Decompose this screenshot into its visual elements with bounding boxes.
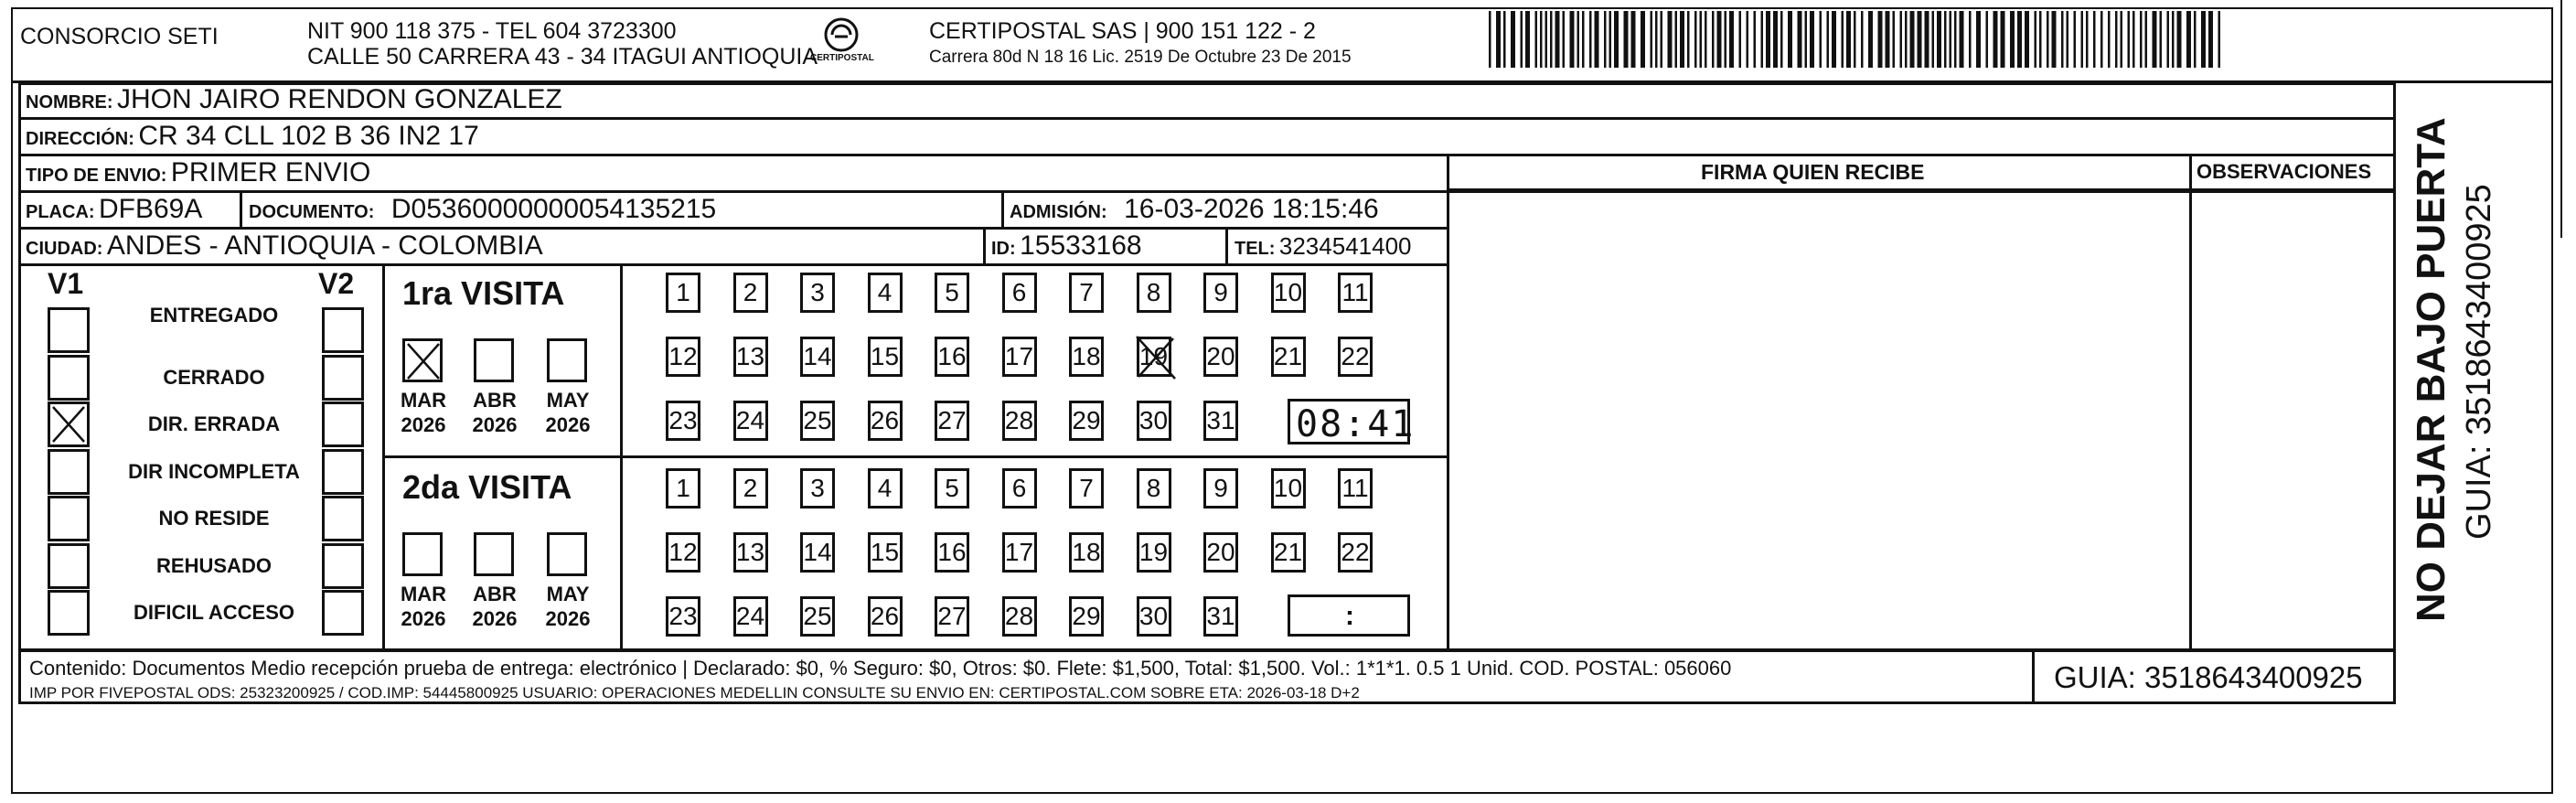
barcode-bar [1641, 11, 1645, 68]
barcode-bar [2140, 11, 2143, 68]
barcode-bar [1805, 11, 1808, 68]
barcode-bar [1905, 11, 1908, 68]
barcode-bar [2067, 11, 2069, 68]
barcode-bar [1993, 11, 1998, 68]
visit1-time-box[interactable] [1288, 399, 1416, 445]
placa-field [26, 194, 202, 225]
month-name: MAR [400, 583, 447, 605]
day-box[interactable]: 2 [733, 468, 768, 509]
month-name: MAY [546, 583, 590, 605]
v1-checkbox[interactable] [48, 590, 90, 636]
day-box[interactable]: 6 [1002, 273, 1037, 313]
barcode-bar [1614, 11, 1619, 68]
barcode-bar [1729, 11, 1734, 68]
tel-label: TEL: [1235, 239, 1276, 259]
month-name: ABR [473, 583, 517, 605]
v2-label: V2 [318, 267, 355, 300]
barcode-bar [1910, 11, 1915, 68]
v1-label: V1 [48, 267, 84, 300]
barcode-bar [1570, 11, 1575, 68]
barcode-bar [1595, 11, 1599, 68]
barcode-bar [1687, 11, 1690, 68]
barcode-bar [1832, 11, 1836, 68]
placa-label: PLACA: [26, 202, 95, 222]
status-label: DIR. ERRADA [147, 412, 281, 435]
tel-value: 3234541400 [1278, 232, 1412, 260]
barcode-bar [2194, 11, 2197, 68]
row-line-1 [18, 117, 2396, 120]
day-box[interactable]: 12 [666, 532, 700, 573]
x-mark-icon [405, 341, 442, 381]
v1-checkbox[interactable] [48, 402, 90, 447]
status-label: NO RESIDE [158, 507, 270, 530]
ciudad-field [26, 230, 543, 262]
day-box[interactable]: 10 [1271, 468, 1306, 509]
day-box[interactable]: 5 [935, 273, 969, 313]
barcode-bar [1582, 11, 1585, 68]
day-box[interactable]: 22 [1338, 532, 1373, 573]
barcode-bar [1846, 11, 1851, 68]
day-box[interactable]: 31 [1203, 401, 1238, 441]
barcode-bar [1651, 11, 1653, 68]
documento-value: D05360000000054135215 [390, 194, 717, 224]
barcode-bar [1861, 11, 1864, 68]
day-box[interactable]: 15 [868, 532, 903, 573]
v2-checkbox[interactable] [322, 496, 364, 541]
barcode-bar [1535, 11, 1538, 68]
direccion-value: CR 34 CLL 102 B 36 IN2 17 [138, 121, 479, 151]
admision-label: ADMISIÓN: [1010, 202, 1107, 222]
month-label [536, 582, 600, 631]
day-box[interactable]: 26 [868, 596, 903, 637]
barcode-bar [1739, 11, 1742, 68]
barcode-bar [1540, 11, 1543, 68]
barcode-bar [1960, 11, 1964, 68]
id-field [991, 230, 1142, 262]
barcode-bar [1700, 11, 1703, 68]
day-strike-icon [1133, 331, 1181, 382]
barcode-bar [1780, 11, 1783, 68]
month-year: 2026 [545, 607, 591, 630]
admision-value: 16-03-2026 18:15:46 [1124, 194, 1379, 224]
v2-checkbox[interactable] [322, 449, 364, 495]
barcode-bar [2035, 11, 2037, 68]
day-box[interactable]: 6 [1002, 468, 1037, 509]
v1-checkbox[interactable] [48, 307, 90, 353]
month-checkbox[interactable] [547, 338, 587, 382]
barcode-bar [1854, 11, 1856, 68]
barcode-bar [1886, 11, 1890, 68]
month-name: MAR [400, 389, 447, 412]
barcode-bar [1489, 11, 1491, 68]
tipo-label: TIPO DE ENVIO: [26, 166, 167, 186]
barcode-bar [1747, 11, 1749, 68]
visit-divider-h [382, 455, 1448, 458]
barcode-bar [1761, 11, 1764, 68]
day-box[interactable]: 2 [733, 273, 768, 313]
status-label: REHUSADO [156, 553, 272, 577]
direccion-field [26, 121, 479, 152]
day-box[interactable]: 20 [1203, 337, 1238, 377]
day-box[interactable]: 8 [1137, 273, 1171, 313]
day-box[interactable]: 28 [1002, 401, 1037, 441]
day-box[interactable]: 19 [1137, 337, 1171, 377]
barcode-bar [1878, 11, 1883, 68]
barcode-bar [1521, 11, 1523, 68]
visit2-time-box[interactable] [1288, 594, 1410, 637]
day-box[interactable]: 24 [733, 596, 768, 637]
day-box[interactable]: 22 [1338, 337, 1373, 377]
barcode-bar [1525, 11, 1530, 68]
v1-checkbox[interactable] [48, 496, 90, 541]
company-name: CONSORCIO SETI [20, 24, 219, 49]
barcode-bar [1503, 11, 1506, 68]
month-label [463, 582, 527, 631]
month-label [391, 388, 455, 437]
day-box[interactable]: 9 [1203, 273, 1238, 313]
page-edge-right [2560, 0, 2562, 238]
day-box[interactable]: 15 [868, 337, 903, 377]
nombre-value: JHON JAIRO RENDON GONZALEZ [117, 84, 562, 114]
barcode-bar [2167, 11, 2170, 68]
v2-checkbox[interactable] [322, 307, 364, 353]
day-box[interactable]: 23 [666, 596, 700, 637]
barcode-bar [2128, 11, 2131, 68]
barcode-bar [2115, 11, 2118, 68]
day-box[interactable]: 25 [800, 401, 835, 441]
visit2-title: 2da VISITA [402, 468, 572, 506]
day-box[interactable]: 16 [935, 337, 969, 377]
logo-text: CERTIPOSTAL [810, 53, 874, 63]
tipo-field [26, 157, 370, 188]
v2-checkbox[interactable] [322, 402, 364, 447]
barcode-bar [2121, 11, 2123, 68]
visit1-time: 08:41 [1296, 403, 1416, 445]
barcode-bar [1694, 11, 1697, 68]
barcode-bar [2074, 11, 2077, 68]
barcode-bar [2001, 11, 2005, 68]
day-box[interactable]: 3 [800, 273, 835, 313]
month-year: 2026 [472, 413, 518, 436]
carrier-line: CERTIPOSTAL SAS | 900 151 122 - 2 [929, 18, 1316, 44]
tel-field [1235, 232, 1412, 261]
month-checkbox[interactable] [474, 532, 514, 576]
barcode-bar [1655, 11, 1658, 68]
month-year: 2026 [472, 607, 518, 630]
tel-divider [1225, 227, 1228, 263]
row-line-2 [18, 154, 2396, 156]
barcode-bar [1842, 11, 1844, 68]
barcode-bar [1827, 11, 1830, 68]
no-dejar-bajo-puerta: NO DEJAR BAJO PUERTA [2409, 117, 2453, 622]
barcode-bar [1675, 11, 1678, 68]
status-label: DIR INCOMPLETA [128, 459, 300, 483]
barcode-bar [1944, 11, 1947, 68]
barcode-bar [2061, 11, 2064, 68]
placa-divider [240, 190, 242, 227]
barcode-bar [2177, 11, 2182, 68]
day-box[interactable]: 14 [800, 337, 835, 377]
day-box[interactable]: 5 [935, 468, 969, 509]
day-box[interactable]: 20 [1203, 532, 1238, 573]
barcode-bar [1925, 11, 1929, 68]
day-box[interactable]: 1 [666, 273, 700, 313]
barcode-bar [1798, 11, 1802, 68]
side-text [2409, 101, 2518, 622]
barcode-bar [1810, 11, 1814, 68]
barcode-bar [1496, 11, 1501, 68]
v1-checkbox[interactable] [48, 355, 90, 401]
status-label: DIFICIL ACCESO [133, 601, 294, 624]
day-box[interactable]: 8 [1137, 468, 1171, 509]
day-box[interactable]: 30 [1137, 401, 1171, 441]
month-year: 2026 [401, 413, 446, 436]
day-box[interactable]: 7 [1069, 468, 1104, 509]
day-box[interactable]: 19 [1137, 532, 1171, 573]
admision-field [1010, 194, 1379, 225]
barcode-icon [1489, 11, 2220, 68]
direccion-label: DIRECCIÓN: [26, 129, 134, 149]
barcode-bar [2208, 11, 2213, 68]
barcode-bar [2132, 11, 2135, 68]
barcode-bar [2108, 11, 2111, 68]
footer-contenido: Contenido: Documentos Medio recepción prueba de entrega: electrónico | Declarado: $0, % Seguro: $0, Otros: $0. Flete: $1,500, Total: $1,500. Vol.: 1*1*1. 0.5 1 Unid. COD. POSTAL: 056060 [29, 657, 1732, 680]
barcode-bar [1773, 11, 1778, 68]
month-name: ABR [473, 389, 517, 412]
barcode-bar [2186, 11, 2191, 68]
placa-value: DFB69A [99, 194, 203, 224]
barcode-bar [1717, 11, 1722, 68]
month-checkbox[interactable] [402, 338, 443, 382]
barcode-bar [1788, 11, 1792, 68]
barcode-bar [1511, 11, 1515, 68]
month-name: MAY [546, 389, 590, 412]
visit1-title: 1ra VISITA [402, 274, 565, 312]
barcode-bar [1604, 11, 1607, 68]
barcode-bar [1668, 11, 1673, 68]
footer-imp-line: IMP POR FIVEPOSTAL ODS: 25323200925 / COD.IMP: 54445800925 USUARIO: OPERACIONES MEDELLIN CONSULTE SU ENVIO EN: CERTIPOSTAL.COM SOBRE ETA: 2026-03-18 D+2 [29, 684, 1360, 701]
barcode-bar [1868, 11, 1873, 68]
nombre-label: NOMBRE: [26, 92, 113, 112]
barcode-bar [2160, 11, 2163, 68]
day-box[interactable]: 25 [800, 596, 835, 637]
barcode-bar [1986, 11, 1989, 68]
day-box[interactable]: 21 [1271, 337, 1306, 377]
footer-frame [18, 649, 2396, 704]
barcode-bar [1900, 11, 1903, 68]
tipo-value: PRIMER ENVIO [170, 157, 371, 187]
day-box[interactable]: 26 [868, 401, 903, 441]
status-label: CERRADO [163, 365, 265, 389]
barcode-bar [2100, 11, 2103, 68]
barcode-bar [1712, 11, 1715, 68]
v2-checkbox[interactable] [322, 590, 364, 636]
day-box[interactable]: 9 [1203, 468, 1238, 509]
barcode-bar [1932, 11, 1935, 68]
barcode-bar [1550, 11, 1553, 68]
day-box[interactable]: 13 [733, 337, 768, 377]
barcode-bar [1545, 11, 1548, 68]
barcode-bar [2039, 11, 2042, 68]
month-label [536, 388, 600, 437]
day-box[interactable]: 12 [666, 337, 700, 377]
day-box[interactable]: 14 [800, 532, 835, 573]
day-box[interactable]: 17 [1002, 337, 1037, 377]
barcode-bar [1609, 11, 1612, 68]
v2-checkbox[interactable] [322, 543, 364, 589]
barcode-bar [2017, 11, 2022, 68]
side-guia: GUIA: 3518643400925 [2460, 184, 2498, 540]
barcode-bar [1969, 11, 1972, 68]
barcode-bar [1631, 11, 1636, 68]
firma-header: FIRMA QUIEN RECIBE [1701, 160, 1925, 184]
barcode-bar [2052, 11, 2057, 68]
day-box[interactable]: 17 [1002, 532, 1037, 573]
day-box[interactable]: 24 [733, 401, 768, 441]
day-box[interactable]: 21 [1271, 532, 1306, 573]
barcode-bar [1976, 11, 1981, 68]
barcode-bar [2153, 11, 2157, 68]
barcode-bar [2025, 11, 2029, 68]
nit-line: NIT 900 118 375 - TEL 604 3723300 [307, 18, 677, 44]
id-label: ID: [991, 239, 1016, 259]
firma-header-bottom [1447, 188, 2396, 191]
barcode-bar [1589, 11, 1592, 68]
barcode-bar [1563, 11, 1566, 68]
month-label [391, 582, 455, 631]
barcode-bar [1954, 11, 1957, 68]
day-box[interactable]: 10 [1271, 273, 1306, 313]
barcode-bar [1624, 11, 1629, 68]
v1-checkbox[interactable] [48, 543, 90, 589]
barcode-bar [1766, 11, 1770, 68]
month-checkbox[interactable] [547, 532, 587, 576]
barcode-bar [1950, 11, 1952, 68]
ciudad-value: ANDES - ANTIOQUIA - COLOMBIA [106, 230, 543, 261]
barcode-bar [2201, 11, 2206, 68]
barcode-bar [2145, 11, 2148, 68]
barcode-bar [1754, 11, 1757, 68]
day-box[interactable]: 4 [868, 468, 903, 509]
firma-left-border [1447, 154, 1449, 651]
barcode-bar [2086, 11, 2089, 68]
v2-checkbox[interactable] [322, 355, 364, 401]
x-mark-icon [50, 404, 87, 444]
v1-checkbox[interactable] [48, 449, 90, 495]
barcode-bar [1918, 11, 1922, 68]
address-line: CALLE 50 CARRERA 43 - 34 ITAGUI ANTIOQUIA [307, 44, 818, 70]
ciudad-label: CIUDAD: [26, 239, 103, 259]
barcode-bar [2081, 11, 2084, 68]
obs-left-border [2189, 154, 2192, 651]
id-value: 15533168 [1020, 230, 1142, 261]
visit2-time: : [1345, 601, 1354, 631]
day-box[interactable]: 23 [666, 401, 700, 441]
month-year: 2026 [401, 607, 446, 630]
day-box[interactable]: 11 [1338, 273, 1373, 313]
day-box[interactable]: 4 [868, 273, 903, 313]
month-checkbox[interactable] [474, 338, 514, 382]
day-box[interactable]: 16 [935, 532, 969, 573]
barcode-bar [1937, 11, 1941, 68]
barcode-bar [1555, 11, 1560, 68]
day-box[interactable]: 13 [733, 532, 768, 573]
day-box[interactable]: 18 [1069, 532, 1104, 573]
footer-guia: GUIA: 3518643400925 [2054, 660, 2363, 694]
day-box[interactable]: 18 [1069, 337, 1104, 377]
admision-divider [1001, 190, 1004, 227]
month-checkbox[interactable] [402, 532, 443, 576]
barcode-bar [1893, 11, 1896, 68]
observaciones-header: OBSERVACIONES [2197, 160, 2372, 183]
barcode-bar [1661, 11, 1663, 68]
status-label: ENTREGADO [149, 304, 279, 327]
documento-field [249, 194, 716, 225]
day-box[interactable]: 7 [1069, 273, 1104, 313]
month-year: 2026 [545, 413, 591, 436]
day-box[interactable]: 28 [1002, 596, 1037, 637]
barcode-bar [2010, 11, 2015, 68]
day-box[interactable]: 29 [1069, 401, 1104, 441]
barcode-bar [1705, 11, 1707, 68]
barcode-bar [1820, 11, 1822, 68]
month-label [463, 388, 527, 437]
barcode-bar [1577, 11, 1580, 68]
barcode-bar [2093, 11, 2096, 68]
day-box[interactable]: 29 [1069, 596, 1104, 637]
id-divider [983, 227, 986, 263]
barcode-bar [2172, 11, 2175, 68]
certipostal-logo [805, 15, 878, 70]
day-box[interactable]: 27 [935, 596, 969, 637]
day-box[interactable]: 31 [1203, 596, 1238, 637]
barcode-bar [2218, 11, 2221, 68]
day-box[interactable]: 27 [935, 401, 969, 441]
nombre-field [26, 84, 562, 115]
barcode-bar [1725, 11, 1727, 68]
license-line: Carrera 80d N 18 16 Lic. 2519 De Octubre 23 De 2015 [929, 48, 1352, 67]
row-line-5 [18, 263, 1449, 266]
barcode-bar [2047, 11, 2049, 68]
barcode-bar [1680, 11, 1684, 68]
day-box[interactable]: 3 [800, 468, 835, 509]
day-box[interactable]: 11 [1338, 468, 1373, 509]
day-box[interactable]: 1 [666, 468, 700, 509]
day-box[interactable]: 30 [1137, 596, 1171, 637]
documento-label: DOCUMENTO: [249, 202, 375, 222]
row-line-4 [18, 227, 1449, 230]
